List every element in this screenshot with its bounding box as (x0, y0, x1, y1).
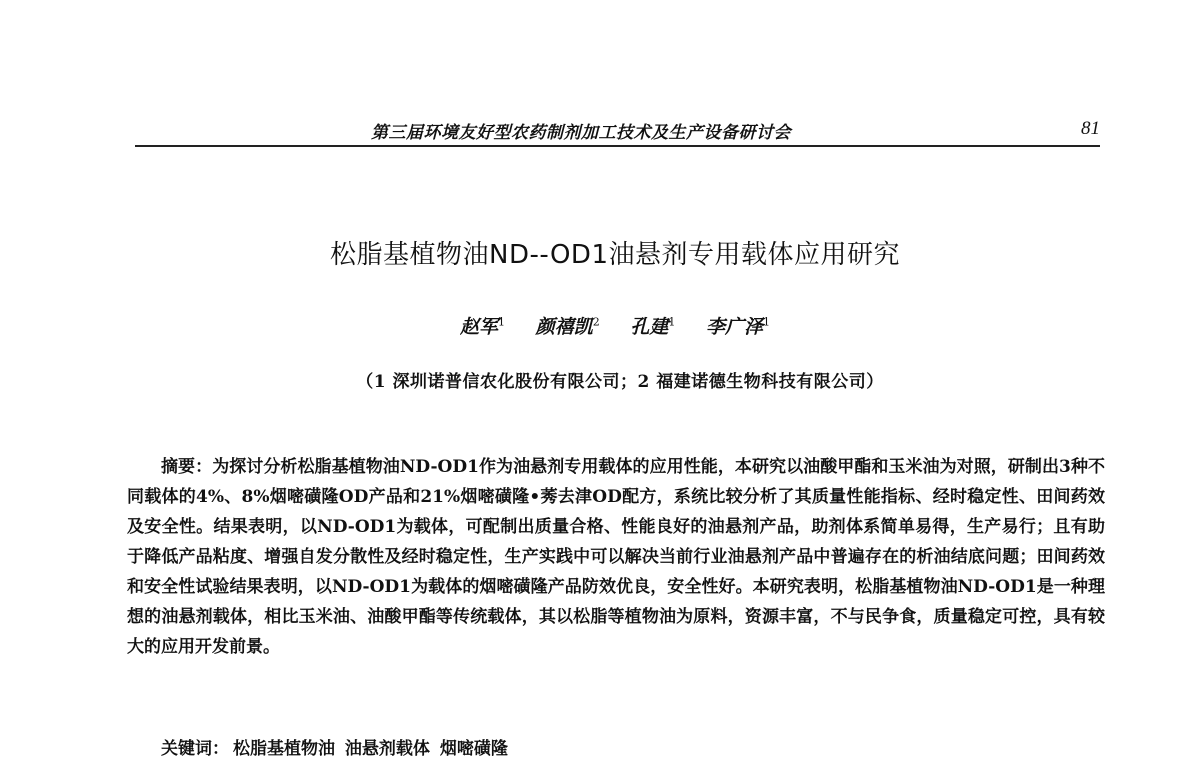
header-rule (135, 145, 1100, 147)
author-affiliation-mark: 1 (762, 315, 770, 329)
abstract (127, 452, 1105, 662)
author-name: 李广泽 (705, 316, 763, 338)
keyword-item: 油悬剂载体 (344, 739, 430, 759)
running-header (135, 118, 1100, 148)
author (706, 312, 770, 339)
keyword-item: 烟嘧磺隆 (439, 739, 508, 759)
paper-title: 松脂基植物油ND--OD1油悬剂专用载体应用研究 (330, 240, 900, 270)
abstract-text: 为探讨分析松脂基植物油ND-OD1作为油悬剂专用载体的应用性能，本研究以油酸甲酯和玉米油为对照，研制出3种不同载体的4%、8%烟嘧磺隆OD产品和21%烟嘧磺隆•莠去津OD配方，系统比较分析了其质量性能指标、经时稳定性、田间药效及安全性。结果表明，以ND-OD1为载体，可配制出质量合格、性能良好的油悬剂产品，助剂体系简单易得，生产易行；且有助于降低产品粘度、增强自发分散性及经时稳定性，生产实践中可以解决当前行业油悬剂产品中普遍存在的析油结底问题；田间药效和安全性试验结果表明，以ND-OD1为载体的烟嘧磺隆产品防效优良，安全性好。本研究表明，松脂基植物油ND-OD1是一种理想的油悬剂载体，相比玉米油、油酸甲酯等传统载体，其以松脂等植物油为原料，资源丰富，不与民争食，质量稳定可控，具有较大的应用开发前景。 (127, 457, 1106, 657)
running-header-title: 第三届环境友好型农药制剂加工技术及生产设备研讨会 (371, 123, 791, 143)
author-name: 孔建 (630, 316, 669, 338)
page-number: 81 (1081, 118, 1100, 139)
author-name: 颜禧凯 (535, 316, 593, 338)
affiliations: （1 深圳诺普信农化股份有限公司；2 福建诺德生物科技有限公司） (356, 372, 884, 392)
author-affiliation-mark: 1 (668, 315, 676, 329)
author (536, 312, 600, 339)
author-name: 赵军 (460, 316, 499, 338)
author-affiliation-mark: 2 (592, 315, 600, 329)
author (460, 312, 505, 339)
keyword-item: 松脂基植物油 (233, 739, 335, 759)
keywords (161, 734, 508, 759)
keywords-label: 关键词： (161, 739, 229, 759)
author (630, 312, 675, 339)
author-list (0, 312, 1200, 339)
abstract-label: 摘要： (161, 457, 213, 477)
author-affiliation-mark: 1 (498, 315, 506, 329)
